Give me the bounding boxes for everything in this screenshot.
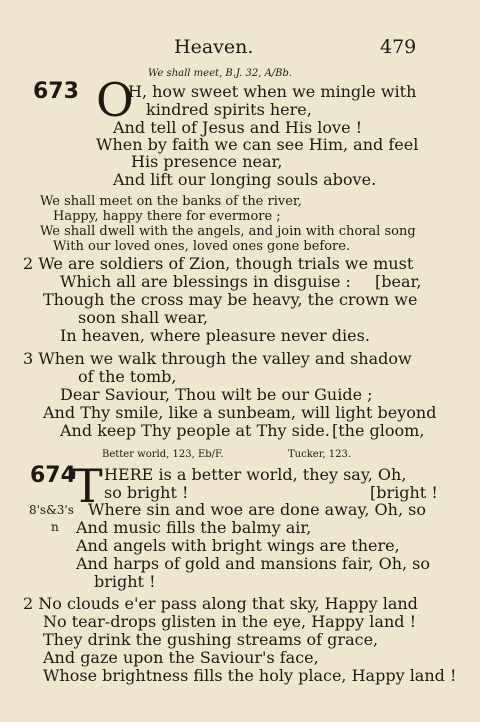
hymn-673-line: kindred spirits here, xyxy=(146,100,312,119)
hymn-673-line: His presence near, xyxy=(131,152,283,171)
verse-line: And Thy smile, like a sunbeam, will light beyond xyxy=(43,403,437,422)
hymn-673-tune-info: We shall meet, B.J. 32, A/Bb. xyxy=(148,68,293,79)
chorus-line: Happy, happy there for evermore ; xyxy=(53,209,281,224)
hymn-673-number: 673 xyxy=(33,79,79,104)
hymn-674-line: bright ! xyxy=(94,572,156,591)
verse-line: Though the cross may be heavy, the crown we xyxy=(43,290,418,309)
hymn-673-line: And tell of Jesus and His love ! xyxy=(113,118,363,137)
margin-mark: n xyxy=(51,520,59,534)
verse-line: Which all are blessings in disguise : xyxy=(60,272,351,291)
hymn-673-line: H, how sweet when we mingle with xyxy=(128,82,417,101)
verse-line: 2 No clouds e'er pass along that sky, Happy land xyxy=(23,594,418,613)
hymn-673-drop-cap: O xyxy=(96,73,134,127)
hymn-674-tune-info: Better world, 123, Eb/F. xyxy=(102,449,224,460)
verse-line: And gaze upon the Saviour's face, xyxy=(43,648,319,667)
verse-overflow: [bear, xyxy=(375,272,422,291)
hymn-674-line: And harps of gold and mansions fair, Oh, so xyxy=(76,554,431,573)
verse-line: Dear Saviour, Thou wilt be our Guide ; xyxy=(60,385,373,404)
verse-line: They drink the gushing streams of grace, xyxy=(43,630,379,649)
hymn-674-number: 674 xyxy=(30,463,76,488)
chorus-line: With our loved ones, loved ones gone before. xyxy=(53,239,351,254)
hymn-674-line: so bright ! xyxy=(104,483,189,502)
verse-line: soon shall wear, xyxy=(78,308,208,327)
verse-overflow: [bright ! xyxy=(370,483,438,502)
page-title: Heaven. xyxy=(174,36,254,58)
verse-line: In heaven, where pleasure never dies. xyxy=(60,326,370,345)
hymn-673-line: When by faith we can see Him, and feel xyxy=(96,135,419,154)
hymn-674-line: Where sin and woe are done away, Oh, so xyxy=(88,500,426,519)
hymn-674-line: And angels with bright wings are there, xyxy=(76,536,400,555)
page-number: 479 xyxy=(380,36,417,58)
hymn-674-drop-cap: T xyxy=(72,459,103,513)
verse-line: 2 We are soldiers of Zion, though trials we must xyxy=(23,254,414,273)
verse-line: No tear-drops glisten in the eye, Happy land ! xyxy=(43,612,417,631)
chorus-line: We shall meet on the banks of the river, xyxy=(40,194,302,209)
hymn-673-line: And lift our longing souls above. xyxy=(113,170,377,189)
verse-line: 3 When we walk through the valley and shadow xyxy=(23,349,412,368)
verse-line: And keep Thy people at Thy side. xyxy=(60,421,330,440)
hymn-674-line: And music fills the balmy air, xyxy=(76,518,312,537)
hymn-674-line: HERE is a better world, they say, Oh, xyxy=(104,465,407,484)
verse-line: Whose brightness fills the holy place, Happy land ! xyxy=(43,666,457,685)
verse-line: of the tomb, xyxy=(78,367,177,386)
chorus-line: We shall dwell with the angels, and join with choral song xyxy=(40,224,416,239)
meter-marking: 8's&3's xyxy=(29,503,74,517)
hymn-674-author-info: Tucker, 123. xyxy=(288,449,351,460)
verse-overflow: [the gloom, xyxy=(332,421,425,440)
